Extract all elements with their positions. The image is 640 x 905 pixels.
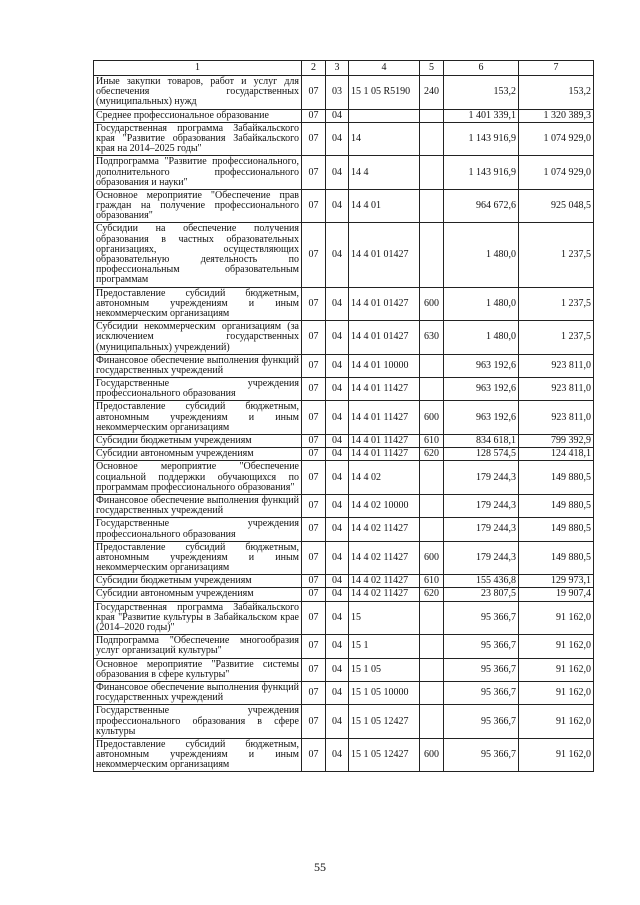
column-header: 4 bbox=[349, 61, 420, 76]
section-cell: 07 bbox=[302, 575, 326, 588]
expense-type-cell: 600 bbox=[420, 287, 444, 321]
amount-cell: 923 811,0 bbox=[519, 401, 594, 435]
amount-cell: 799 392,9 bbox=[519, 435, 594, 448]
table-row bbox=[94, 401, 594, 435]
amount-cell: 91 162,0 bbox=[519, 601, 594, 635]
amount-cell: 923 811,0 bbox=[519, 378, 594, 401]
amount-cell: 129 973,1 bbox=[519, 575, 594, 588]
amount-cell: 91 162,0 bbox=[519, 681, 594, 704]
row-name-cell: Предоставление субсидий бюджетным, автономным учреждениям и иным некоммерческим организациям bbox=[94, 738, 302, 772]
section-cell: 07 bbox=[302, 156, 326, 190]
amount-cell: 1 480,0 bbox=[444, 321, 519, 355]
amount-cell: 95 366,7 bbox=[444, 705, 519, 739]
section-cell: 07 bbox=[302, 541, 326, 575]
subsection-cell: 04 bbox=[326, 461, 349, 495]
target-code-cell: 14 4 01 11427 bbox=[349, 448, 420, 461]
expense-type-cell: 620 bbox=[420, 448, 444, 461]
row-name-cell: Основное мероприятие "Обеспечение социальной поддержки обучающихся по программам профессионального образования" bbox=[94, 461, 302, 495]
section-cell: 07 bbox=[302, 681, 326, 704]
table-row bbox=[94, 76, 594, 110]
target-code-cell: 14 4 01 10000 bbox=[349, 354, 420, 377]
section-cell: 07 bbox=[302, 518, 326, 541]
row-name-cell: Иные закупки товаров, работ и услуг для обеспечения государственных (муниципальных) нужд bbox=[94, 76, 302, 110]
row-name-cell: Субсидии бюджетным учреждениям bbox=[94, 575, 302, 588]
expense-type-cell: 600 bbox=[420, 738, 444, 772]
expense-type-cell bbox=[420, 635, 444, 658]
target-code-cell: 14 4 02 11427 bbox=[349, 541, 420, 575]
expense-type-cell bbox=[420, 518, 444, 541]
subsection-cell: 04 bbox=[326, 681, 349, 704]
target-code-cell: 15 1 05 12427 bbox=[349, 705, 420, 739]
table-row bbox=[94, 287, 594, 321]
table-row bbox=[94, 461, 594, 495]
table-row bbox=[94, 448, 594, 461]
table-row bbox=[94, 223, 594, 287]
section-cell: 07 bbox=[302, 321, 326, 355]
target-code-cell: 14 4 01 01427 bbox=[349, 223, 420, 287]
amount-cell: 149 880,5 bbox=[519, 541, 594, 575]
target-code-cell: 15 1 05 12427 bbox=[349, 738, 420, 772]
row-name-cell: Субсидии некоммерческим организациям (за исключением государственных (муниципальных) учреждений) bbox=[94, 321, 302, 355]
table-row bbox=[94, 156, 594, 190]
row-name-cell: Подпрограмма "Обеспечение многообразия услуг организаций культуры" bbox=[94, 635, 302, 658]
column-header: 7 bbox=[519, 61, 594, 76]
amount-cell: 1 237,5 bbox=[519, 223, 594, 287]
amount-cell: 19 907,4 bbox=[519, 588, 594, 601]
table-body bbox=[94, 76, 594, 772]
amount-cell: 91 162,0 bbox=[519, 658, 594, 681]
expense-type-cell bbox=[420, 681, 444, 704]
target-code-cell: 14 4 02 bbox=[349, 461, 420, 495]
section-cell: 07 bbox=[302, 378, 326, 401]
amount-cell: 1 480,0 bbox=[444, 223, 519, 287]
expense-type-cell bbox=[420, 658, 444, 681]
amount-cell: 1 143 916,9 bbox=[444, 122, 519, 156]
subsection-cell: 04 bbox=[326, 575, 349, 588]
amount-cell: 925 048,5 bbox=[519, 189, 594, 223]
expense-type-cell bbox=[420, 156, 444, 190]
amount-cell: 124 418,1 bbox=[519, 448, 594, 461]
row-name-cell: Государственные учреждения профессионального образования в сфере культуры bbox=[94, 705, 302, 739]
row-name-cell: Субсидии автономным учреждениям bbox=[94, 588, 302, 601]
table-row bbox=[94, 354, 594, 377]
target-code-cell: 14 4 02 10000 bbox=[349, 494, 420, 517]
section-cell: 07 bbox=[302, 435, 326, 448]
section-cell: 07 bbox=[302, 448, 326, 461]
expense-type-cell bbox=[420, 378, 444, 401]
expense-type-cell bbox=[420, 601, 444, 635]
subsection-cell: 04 bbox=[326, 635, 349, 658]
table-row bbox=[94, 738, 594, 772]
table-header-row bbox=[94, 61, 594, 76]
target-code-cell: 15 bbox=[349, 601, 420, 635]
column-header: 1 bbox=[94, 61, 302, 76]
amount-cell: 963 192,6 bbox=[444, 401, 519, 435]
section-cell: 07 bbox=[302, 189, 326, 223]
section-cell: 07 bbox=[302, 738, 326, 772]
column-header: 6 bbox=[444, 61, 519, 76]
amount-cell: 23 807,5 bbox=[444, 588, 519, 601]
row-name-cell: Государственные учреждения профессионального образования bbox=[94, 378, 302, 401]
amount-cell: 963 192,6 bbox=[444, 378, 519, 401]
row-name-cell: Государственная программа Забайкальского края "Развитие культуры в Забайкальском крае (2014–2020 годы)" bbox=[94, 601, 302, 635]
expense-type-cell bbox=[420, 189, 444, 223]
table-row bbox=[94, 321, 594, 355]
expense-type-cell bbox=[420, 461, 444, 495]
target-code-cell: 14 4 01 bbox=[349, 189, 420, 223]
expense-type-cell: 600 bbox=[420, 541, 444, 575]
target-code-cell: 14 4 01 11427 bbox=[349, 435, 420, 448]
table-row bbox=[94, 122, 594, 156]
subsection-cell: 04 bbox=[326, 109, 349, 122]
subsection-cell: 04 bbox=[326, 494, 349, 517]
target-code-cell bbox=[349, 109, 420, 122]
row-name-cell: Государственная программа Забайкальского края "Развитие образования Забайкальского края на 2014–2025 годы" bbox=[94, 122, 302, 156]
amount-cell: 179 244,3 bbox=[444, 461, 519, 495]
row-name-cell: Финансовое обеспечение выполнения функций государственных учреждений bbox=[94, 681, 302, 704]
column-header: 3 bbox=[326, 61, 349, 76]
row-name-cell: Предоставление субсидий бюджетным, автономным учреждениям и иным некоммерческим организациям bbox=[94, 541, 302, 575]
subsection-cell: 04 bbox=[326, 401, 349, 435]
expense-type-cell bbox=[420, 109, 444, 122]
expense-type-cell bbox=[420, 223, 444, 287]
section-cell: 07 bbox=[302, 635, 326, 658]
table-row bbox=[94, 378, 594, 401]
amount-cell: 95 366,7 bbox=[444, 658, 519, 681]
expense-type-cell: 620 bbox=[420, 588, 444, 601]
amount-cell: 95 366,7 bbox=[444, 681, 519, 704]
budget-table bbox=[93, 60, 594, 772]
section-cell: 07 bbox=[302, 76, 326, 110]
amount-cell: 923 811,0 bbox=[519, 354, 594, 377]
amount-cell: 179 244,3 bbox=[444, 494, 519, 517]
amount-cell: 91 162,0 bbox=[519, 705, 594, 739]
table-row bbox=[94, 658, 594, 681]
amount-cell: 155 436,8 bbox=[444, 575, 519, 588]
expense-type-cell: 610 bbox=[420, 575, 444, 588]
subsection-cell: 04 bbox=[326, 156, 349, 190]
amount-cell: 963 192,6 bbox=[444, 354, 519, 377]
amount-cell: 1 480,0 bbox=[444, 287, 519, 321]
table-row bbox=[94, 575, 594, 588]
amount-cell: 179 244,3 bbox=[444, 518, 519, 541]
section-cell: 07 bbox=[302, 122, 326, 156]
subsection-cell: 04 bbox=[326, 189, 349, 223]
target-code-cell: 15 1 05 10000 bbox=[349, 681, 420, 704]
amount-cell: 95 366,7 bbox=[444, 601, 519, 635]
expense-type-cell bbox=[420, 354, 444, 377]
table-row bbox=[94, 601, 594, 635]
subsection-cell: 04 bbox=[326, 223, 349, 287]
amount-cell: 128 574,5 bbox=[444, 448, 519, 461]
subsection-cell: 04 bbox=[326, 435, 349, 448]
table-row bbox=[94, 494, 594, 517]
amount-cell: 91 162,0 bbox=[519, 635, 594, 658]
row-name-cell: Субсидии бюджетным учреждениям bbox=[94, 435, 302, 448]
amount-cell: 1 237,5 bbox=[519, 287, 594, 321]
section-cell: 07 bbox=[302, 223, 326, 287]
amount-cell: 149 880,5 bbox=[519, 461, 594, 495]
amount-cell: 149 880,5 bbox=[519, 494, 594, 517]
amount-cell: 1 143 916,9 bbox=[444, 156, 519, 190]
subsection-cell: 04 bbox=[326, 705, 349, 739]
section-cell: 07 bbox=[302, 401, 326, 435]
expense-type-cell: 600 bbox=[420, 401, 444, 435]
subsection-cell: 03 bbox=[326, 76, 349, 110]
row-name-cell: Субсидии автономным учреждениям bbox=[94, 448, 302, 461]
section-cell: 07 bbox=[302, 658, 326, 681]
target-code-cell: 14 4 01 11427 bbox=[349, 401, 420, 435]
subsection-cell: 04 bbox=[326, 518, 349, 541]
section-cell: 07 bbox=[302, 461, 326, 495]
table-row bbox=[94, 435, 594, 448]
amount-cell: 964 672,6 bbox=[444, 189, 519, 223]
table-row bbox=[94, 518, 594, 541]
section-cell: 07 bbox=[302, 109, 326, 122]
target-code-cell: 14 4 01 01427 bbox=[349, 321, 420, 355]
target-code-cell: 14 4 02 11427 bbox=[349, 518, 420, 541]
amount-cell: 91 162,0 bbox=[519, 738, 594, 772]
subsection-cell: 04 bbox=[326, 448, 349, 461]
amount-cell: 1 074 929,0 bbox=[519, 156, 594, 190]
row-name-cell: Подпрограмма "Развитие профессионального, дополнительного профессионального образования и науки" bbox=[94, 156, 302, 190]
amount-cell: 834 618,1 bbox=[444, 435, 519, 448]
target-code-cell: 14 bbox=[349, 122, 420, 156]
row-name-cell: Финансовое обеспечение выполнения функций государственных учреждений bbox=[94, 494, 302, 517]
subsection-cell: 04 bbox=[326, 287, 349, 321]
table-row bbox=[94, 635, 594, 658]
target-code-cell: 14 4 01 01427 bbox=[349, 287, 420, 321]
amount-cell: 179 244,3 bbox=[444, 541, 519, 575]
amount-cell: 153,2 bbox=[519, 76, 594, 110]
page-number: 55 bbox=[314, 860, 326, 874]
section-cell: 07 bbox=[302, 354, 326, 377]
amount-cell: 149 880,5 bbox=[519, 518, 594, 541]
row-name-cell: Предоставление субсидий бюджетным, автономным учреждениям и иным некоммерческим организациям bbox=[94, 401, 302, 435]
amount-cell: 1 237,5 bbox=[519, 321, 594, 355]
subsection-cell: 04 bbox=[326, 541, 349, 575]
expense-type-cell: 610 bbox=[420, 435, 444, 448]
amount-cell: 1 320 389,3 bbox=[519, 109, 594, 122]
row-name-cell: Финансовое обеспечение выполнения функций государственных учреждений bbox=[94, 354, 302, 377]
table-row bbox=[94, 189, 594, 223]
table-row bbox=[94, 705, 594, 739]
section-cell: 07 bbox=[302, 494, 326, 517]
row-name-cell: Основное мероприятие "Развитие системы образования в сфере культуры" bbox=[94, 658, 302, 681]
expense-type-cell: 630 bbox=[420, 321, 444, 355]
expense-type-cell bbox=[420, 494, 444, 517]
target-code-cell: 14 4 02 11427 bbox=[349, 575, 420, 588]
section-cell: 07 bbox=[302, 588, 326, 601]
section-cell: 07 bbox=[302, 287, 326, 321]
subsection-cell: 04 bbox=[326, 354, 349, 377]
amount-cell: 1 401 339,1 bbox=[444, 109, 519, 122]
amount-cell: 95 366,7 bbox=[444, 635, 519, 658]
row-name-cell: Предоставление субсидий бюджетным, автономным учреждениям и иным некоммерческим организациям bbox=[94, 287, 302, 321]
section-cell: 07 bbox=[302, 601, 326, 635]
subsection-cell: 04 bbox=[326, 658, 349, 681]
expense-type-cell: 240 bbox=[420, 76, 444, 110]
target-code-cell: 15 1 bbox=[349, 635, 420, 658]
amount-cell: 95 366,7 bbox=[444, 738, 519, 772]
column-header: 2 bbox=[302, 61, 326, 76]
row-name-cell: Среднее профессиональное образование bbox=[94, 109, 302, 122]
row-name-cell: Основное мероприятие "Обеспечение прав граждан на получение профессионального образования" bbox=[94, 189, 302, 223]
subsection-cell: 04 bbox=[326, 321, 349, 355]
expense-type-cell bbox=[420, 705, 444, 739]
target-code-cell: 14 4 01 11427 bbox=[349, 378, 420, 401]
section-cell: 07 bbox=[302, 705, 326, 739]
subsection-cell: 04 bbox=[326, 122, 349, 156]
subsection-cell: 04 bbox=[326, 378, 349, 401]
table-row bbox=[94, 541, 594, 575]
amount-cell: 1 074 929,0 bbox=[519, 122, 594, 156]
row-name-cell: Субсидии на обеспечение получения образования в частных образовательных организациях, осуществляющих образовательную деятельность по профессиональным образовательным программам bbox=[94, 223, 302, 287]
subsection-cell: 04 bbox=[326, 738, 349, 772]
row-name-cell: Государственные учреждения профессионального образования bbox=[94, 518, 302, 541]
subsection-cell: 04 bbox=[326, 588, 349, 601]
target-code-cell: 15 1 05 R5190 bbox=[349, 76, 420, 110]
table-row bbox=[94, 681, 594, 704]
amount-cell: 153,2 bbox=[444, 76, 519, 110]
target-code-cell: 14 4 02 11427 bbox=[349, 588, 420, 601]
table-row bbox=[94, 588, 594, 601]
subsection-cell: 04 bbox=[326, 601, 349, 635]
table-row bbox=[94, 109, 594, 122]
expense-type-cell bbox=[420, 122, 444, 156]
target-code-cell: 15 1 05 bbox=[349, 658, 420, 681]
column-header: 5 bbox=[420, 61, 444, 76]
target-code-cell: 14 4 bbox=[349, 156, 420, 190]
